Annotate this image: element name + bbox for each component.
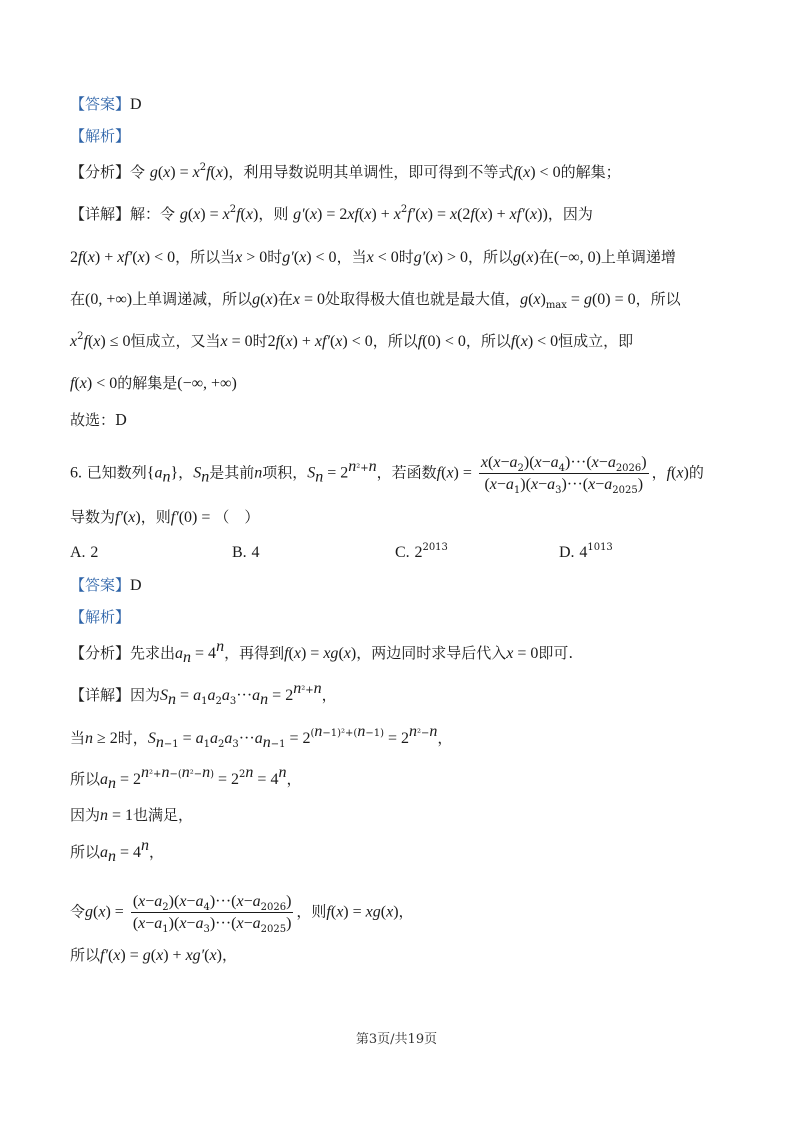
xiangjie-6-line-1: 【详解】因为$S_n = a_1a_2a_3\cdot\cdot\cdot a_n = 2^{n^2+n}$，: [70, 680, 337, 708]
xiangjie-text: 处取得极大值也就是最大值，: [325, 290, 521, 308]
option-label: C.: [395, 544, 410, 561]
math-expr: f: [513, 164, 518, 181]
fenxi-text: 先求出: [130, 644, 176, 662]
xiangjie-tag: 【详解】: [70, 686, 131, 704]
xiangjie-5-line-4: $x^2f(x) \le 0$恒成立，又当x = 0时2f(x) + xf′(x) < 0，所以f(0) < 0，所以f(x) < 0恒成立，即: [70, 331, 634, 350]
xiangjie-6-line-6: 令g(x) = $\frac{(x-a_2)(x-a_4)\cdot\cdot\cdot(x-a_{2026})}{(x-a_1)(x-a_3)\cdot\cdot\cdot(x-a_{2025})}$ ，则f(x) = xg(x)，: [70, 893, 414, 935]
analysis-5-line: [70, 125, 130, 147]
option-base: 4: [579, 544, 588, 561]
question-text: ，: [651, 463, 667, 482]
xiangjie-text: ，则: [258, 205, 289, 223]
xiangjie-text: ，: [221, 946, 237, 964]
question-6-line-2: 导数为f′(x)，则f′(0) = （ ）: [70, 508, 260, 526]
xiangjie-tag: 【详解】: [70, 205, 131, 223]
fenxi-6-line: 【分析】先求出$a_n = 4^n$，再得到f(x) = xg(x)，两边同时求导后代入x = 0即可.: [70, 638, 574, 666]
xiangjie-text: ，因为: [547, 205, 593, 223]
option-d[interactable]: [559, 541, 613, 564]
xiangjie-text: ，: [437, 729, 453, 747]
option-label: B.: [232, 544, 247, 561]
question-text: 项积，: [262, 463, 308, 482]
xiangjie-6-line-3: 所以$a_n = 2^{n^2+n-(n^2-n)} = 2^{2n} = 4^n$，: [70, 764, 302, 792]
xiangjie-text: 时，: [117, 729, 148, 747]
xiangjie-5-line-5: f(x) < 0的解集是(−∞, +∞): [70, 374, 237, 392]
fenxi-5-line: 【分析】令 $g(x) = x^2f(x)$，利用导数说明其单调性，即可得到不等式f(x) < 0的解集；: [70, 162, 621, 181]
page-footer: 第3页/共19页: [355, 1032, 438, 1047]
xiangjie-text: ，所以: [468, 248, 514, 266]
xiangjie-text: 所以: [70, 946, 101, 964]
fraction: $\frac{(x-a_2)(x-a_4)\cdot\cdot\cdot(x-a_{2026})}{(x-a_1)(x-a_3)\cdot\cdot\cdot(x-a_{2025})}$: [132, 893, 292, 935]
xiangjie-text: 的解集是: [117, 374, 178, 392]
option-exponent: 1013: [587, 542, 613, 553]
answer-value: D: [130, 96, 142, 113]
math-expr: g: [179, 206, 188, 223]
xiangjie-text: ，所以当: [175, 248, 236, 266]
xiangjie-text: ，: [286, 770, 302, 788]
question-text: ，: [178, 463, 194, 482]
xiangjie-text: ，则: [296, 902, 327, 921]
option-value: 2: [90, 544, 99, 561]
question-text: （ ）: [214, 508, 260, 526]
xiangjie-5-line-1: 【详解】解：令 $g(x) = x^2f(x)$，则 $g'(x) = 2xf(x) + x^2f'(x) = x(2f(x) + xf'(x))$，因为: [70, 204, 593, 223]
xiangjie-6-line-7: 所以f′(x) = g(x) + xg′(x)，: [70, 946, 237, 964]
math-expr: g: [149, 164, 158, 181]
fenxi-tag: 【分析】: [70, 163, 131, 181]
xiangjie-text: ，所以: [465, 332, 511, 350]
question-text: 是其前: [209, 463, 255, 482]
question-text: ，则: [140, 508, 171, 526]
fenxi-text: ，两边同时求导后代入: [356, 644, 507, 662]
xiangjie-text: 在: [538, 248, 554, 266]
xiangjie-6-line-4: 因为n = 1也满足，: [70, 806, 194, 824]
option-c[interactable]: [395, 541, 448, 564]
question-text: 已知数列: [86, 463, 147, 482]
xiangjie-text: ，: [321, 686, 337, 704]
option-base: 2: [414, 544, 423, 561]
analysis-tag: 【解析】: [70, 127, 131, 145]
xiangjie-text: ，当: [336, 248, 367, 266]
option-label: D.: [559, 544, 575, 561]
xiangjie-text: 上单调递增: [600, 248, 676, 266]
answer-tag: 【答案】: [70, 576, 131, 594]
answer-value: D: [130, 577, 142, 594]
xiangjie-text: 时: [398, 248, 414, 266]
xiangjie-text: 因为: [130, 686, 161, 704]
option-label: A.: [70, 544, 86, 561]
xiangjie-text: ，: [149, 843, 165, 861]
question-number: 6.: [70, 464, 82, 482]
option-b[interactable]: [232, 541, 259, 564]
xiangjie-text: 在: [70, 290, 86, 308]
guxuan-5: 故选：D: [70, 411, 128, 429]
xiangjie-text: 时: [252, 332, 268, 350]
question-text: 的: [688, 463, 704, 482]
xiangjie-text: 时: [267, 248, 283, 266]
xiangjie-5-line-2: 2f(x) + xf′(x) < 0，所以当x > 0时g′(x) < 0，当x < 0时g′(x) > 0，所以g(x)在(−∞, 0)上单调递增: [70, 248, 676, 266]
fenxi-text: 即可.: [538, 644, 574, 662]
xiangjie-6-line-2: 当n ≥ 2时，$S_{n-1} = a_1a_2a_3\cdot\cdot\cdot a_{n-1} = 2^{(n-1)^2+(n-1)} = 2^{n^2-n}$，: [70, 723, 453, 751]
fenxi-text: 的解集；: [560, 163, 621, 181]
xiangjie-6-line-5: 所以$a_n = 4^n$，: [70, 837, 165, 865]
xiangjie-text: 恒成立，又当: [130, 332, 221, 350]
xiangjie-text: 上单调递减，所以: [132, 290, 253, 308]
fenxi-text: ，再得到: [224, 644, 285, 662]
fraction: $\frac{x(x-a_2)(x-a_4)\cdot\cdot\cdot(x-a_{2026})}{(x-a_1)(x-a_3)\cdot\cdot\cdot(x-a_{2025})}$: [480, 454, 647, 496]
xiangjie-text: 令: [70, 902, 86, 921]
fenxi-text: 令: [130, 163, 146, 181]
xiangjie-text: ，所以: [635, 290, 681, 308]
analysis-6-line: [70, 606, 130, 628]
xiangjie-text: 恒成立，即: [558, 332, 634, 350]
xiangjie-text: 因为: [70, 806, 101, 824]
xiangjie-text: 也满足，: [133, 806, 194, 824]
xiangjie-text: 解：令: [130, 205, 176, 223]
xiangjie-text: 所以: [70, 843, 101, 861]
answer-6-line: [70, 574, 142, 597]
question-6-line-1: 6. 已知数列$\{a_n\}$，$S_n$是其前n项积，$S_n = 2^{n^2+n}$，若函数f(x) = $\frac{x(x-a_2)(x-a_4)\cdot\cdot\cdot(x-a_{2026})}{(x-a_1)(x-a_3)\cdot\cdot\cdot(x-a_{2025})}$ ，f(x)的: [70, 454, 704, 496]
xiangjie-text: 当: [70, 729, 86, 747]
answer-tag: 【答案】: [70, 95, 131, 113]
option-a[interactable]: [70, 541, 98, 564]
question-text: ，若函数: [376, 463, 437, 482]
xiangjie-text: ，所以: [372, 332, 418, 350]
xiangjie-5-line-3: 在(0, +∞)上单调递减，所以g(x)在x = 0处取得极大值也就是最大值，$g(x)_{max} = g(0) = 0$，所以: [70, 290, 681, 311]
fenxi-text: ，利用导数说明其单调性，即可得到不等式: [228, 163, 514, 181]
xiangjie-text: 所以: [70, 770, 101, 788]
xiangjie-text: 在: [277, 290, 293, 308]
analysis-tag: 【解析】: [70, 608, 131, 626]
xiangjie-text: ，: [398, 902, 414, 921]
option-exponent: 2013: [422, 542, 448, 553]
fenxi-tag: 【分析】: [70, 644, 131, 662]
option-value: 4: [251, 544, 260, 561]
question-text: 导数为: [70, 508, 116, 526]
answer-5-line: [70, 93, 142, 116]
